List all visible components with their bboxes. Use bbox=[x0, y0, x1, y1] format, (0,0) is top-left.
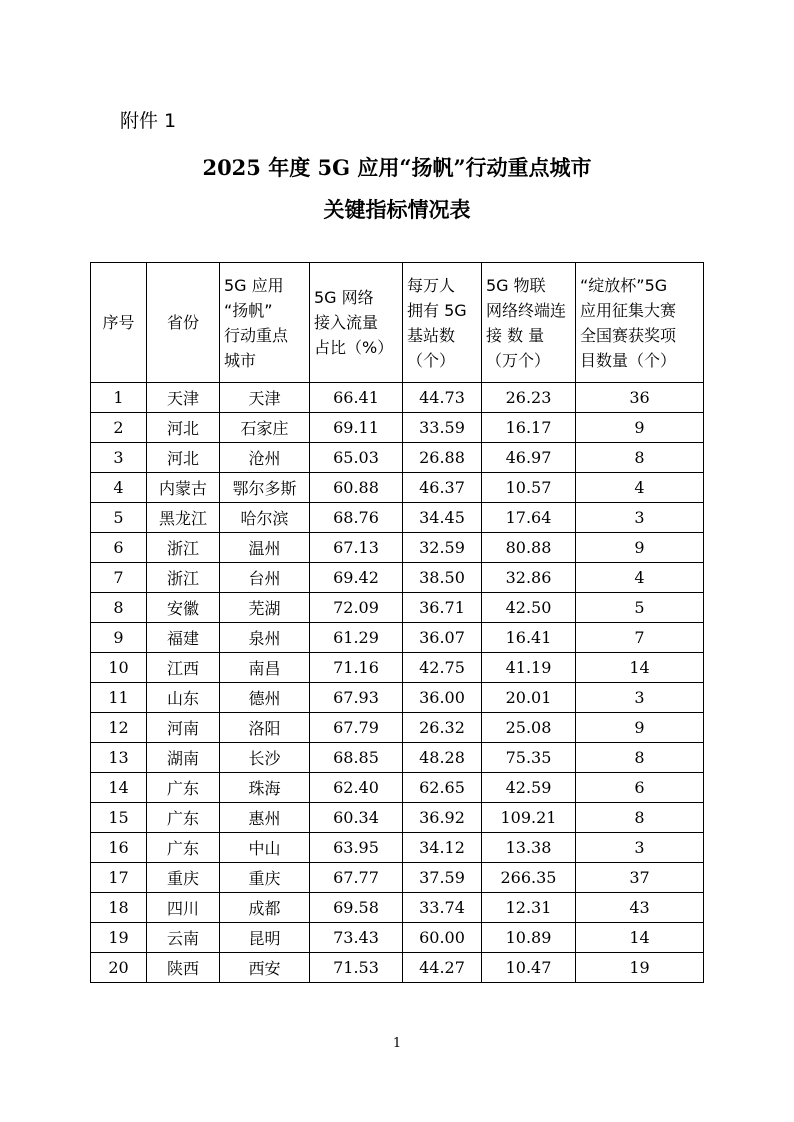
cell-traffic-share: 62.40 bbox=[310, 773, 403, 803]
cell-award-count: 3 bbox=[576, 503, 704, 533]
cell-province: 浙江 bbox=[147, 563, 220, 593]
table-row bbox=[91, 803, 704, 833]
table-row bbox=[91, 533, 704, 563]
cell-base-stations: 44.27 bbox=[403, 953, 482, 983]
cell-serial-number: 20 bbox=[91, 953, 147, 983]
table-row bbox=[91, 833, 704, 863]
cell-province: 湖南 bbox=[147, 743, 220, 773]
cell-base-stations: 36.07 bbox=[403, 623, 482, 653]
cell-serial-number: 12 bbox=[91, 713, 147, 743]
cell-iot-connections: 109.21 bbox=[482, 803, 576, 833]
header-line: 接入流量 bbox=[314, 313, 379, 332]
cell-award-count: 9 bbox=[576, 533, 704, 563]
cell-award-count: 8 bbox=[576, 743, 704, 773]
cell-serial-number: 8 bbox=[91, 593, 147, 623]
cell-iot-connections: 13.38 bbox=[482, 833, 576, 863]
cell-serial-number: 4 bbox=[91, 473, 147, 503]
cell-serial-number: 11 bbox=[91, 683, 147, 713]
cell-city: 中山 bbox=[220, 833, 310, 863]
cell-city: 温州 bbox=[220, 533, 310, 563]
cell-base-stations: 36.00 bbox=[403, 683, 482, 713]
cell-award-count: 14 bbox=[576, 653, 704, 683]
header-line: 行动重点 bbox=[224, 325, 289, 345]
header-5g-base-stations bbox=[403, 263, 482, 383]
cell-iot-connections: 10.47 bbox=[482, 953, 576, 983]
header-line: 5G 应用 bbox=[224, 275, 284, 295]
cell-base-stations: 62.65 bbox=[403, 773, 482, 803]
cell-award-count: 5 bbox=[576, 593, 704, 623]
header-line: （万个） bbox=[486, 350, 551, 370]
cell-base-stations: 44.73 bbox=[403, 383, 482, 413]
cell-base-stations: 36.92 bbox=[403, 803, 482, 833]
cell-iot-connections: 16.41 bbox=[482, 623, 576, 653]
table-row bbox=[91, 413, 704, 443]
cell-province: 天津 bbox=[147, 383, 220, 413]
header-serial-number bbox=[91, 263, 147, 383]
header-5g-iot-connections bbox=[482, 263, 576, 383]
header-line: 目数量（个） bbox=[580, 350, 677, 370]
header-key-city bbox=[220, 263, 310, 383]
cell-city: 德州 bbox=[220, 683, 310, 713]
attachment-label: 附件 1 bbox=[120, 110, 177, 132]
cell-base-stations: 36.71 bbox=[403, 593, 482, 623]
table-row bbox=[91, 923, 704, 953]
cell-traffic-share: 69.42 bbox=[310, 563, 403, 593]
table-row bbox=[91, 683, 704, 713]
cell-province: 河北 bbox=[147, 413, 220, 443]
cell-award-count: 7 bbox=[576, 623, 704, 653]
cell-award-count: 36 bbox=[576, 383, 704, 413]
cell-base-stations: 33.74 bbox=[403, 893, 482, 923]
cell-award-count: 37 bbox=[576, 863, 704, 893]
header-line: 基站数 bbox=[407, 325, 456, 345]
cell-base-stations: 60.00 bbox=[403, 923, 482, 953]
header-5g-traffic-share bbox=[310, 263, 403, 383]
table-row bbox=[91, 473, 704, 503]
cell-serial-number: 17 bbox=[91, 863, 147, 893]
cell-province: 广东 bbox=[147, 833, 220, 863]
cell-iot-connections: 17.64 bbox=[482, 503, 576, 533]
cell-province: 四川 bbox=[147, 893, 220, 923]
cell-serial-number: 14 bbox=[91, 773, 147, 803]
table-row bbox=[91, 773, 704, 803]
cell-province: 重庆 bbox=[147, 863, 220, 893]
page-number: 1 bbox=[392, 1036, 402, 1051]
cell-iot-connections: 12.31 bbox=[482, 893, 576, 923]
cell-traffic-share: 73.43 bbox=[310, 923, 403, 953]
cell-city: 重庆 bbox=[220, 863, 310, 893]
cell-province: 安徽 bbox=[147, 593, 220, 623]
table-row bbox=[91, 953, 704, 983]
cell-province: 黑龙江 bbox=[147, 503, 220, 533]
cell-base-stations: 46.37 bbox=[403, 473, 482, 503]
cell-serial-number: 10 bbox=[91, 653, 147, 683]
cell-traffic-share: 67.79 bbox=[310, 713, 403, 743]
cell-traffic-share: 60.88 bbox=[310, 473, 403, 503]
cell-traffic-share: 66.41 bbox=[310, 383, 403, 413]
cell-traffic-share: 71.16 bbox=[310, 653, 403, 683]
cell-award-count: 43 bbox=[576, 893, 704, 923]
cell-iot-connections: 46.97 bbox=[482, 443, 576, 473]
cell-award-count: 14 bbox=[576, 923, 704, 953]
cell-city: 南昌 bbox=[220, 653, 310, 683]
cell-province: 福建 bbox=[147, 623, 220, 653]
cell-base-stations: 32.59 bbox=[403, 533, 482, 563]
header-line: “绽放杯”5G bbox=[580, 275, 668, 295]
table-header-row bbox=[91, 263, 704, 383]
cell-iot-connections: 42.59 bbox=[482, 773, 576, 803]
cell-base-stations: 34.45 bbox=[403, 503, 482, 533]
cell-province: 山东 bbox=[147, 683, 220, 713]
cell-iot-connections: 25.08 bbox=[482, 713, 576, 743]
cell-traffic-share: 61.29 bbox=[310, 623, 403, 653]
table-row bbox=[91, 593, 704, 623]
table-row bbox=[91, 743, 704, 773]
header-line: 接 数 量 bbox=[486, 325, 545, 345]
cell-serial-number: 16 bbox=[91, 833, 147, 863]
cell-iot-connections: 16.17 bbox=[482, 413, 576, 443]
cell-iot-connections: 75.35 bbox=[482, 743, 576, 773]
cell-base-stations: 33.59 bbox=[403, 413, 482, 443]
cell-province: 广东 bbox=[147, 803, 220, 833]
header-line: 全国赛获奖项 bbox=[580, 325, 677, 345]
document-title-line-2: 关键指标情况表 bbox=[323, 197, 471, 222]
cell-award-count: 9 bbox=[576, 413, 704, 443]
cell-city: 西安 bbox=[220, 953, 310, 983]
cell-serial-number: 5 bbox=[91, 503, 147, 533]
cell-traffic-share: 68.76 bbox=[310, 503, 403, 533]
cell-award-count: 8 bbox=[576, 443, 704, 473]
header-line: 应用征集大赛 bbox=[580, 300, 677, 320]
table-row bbox=[91, 383, 704, 413]
cell-traffic-share: 69.58 bbox=[310, 893, 403, 923]
key-indicators-table bbox=[90, 262, 704, 983]
cell-traffic-share: 72.09 bbox=[310, 593, 403, 623]
cell-province: 河南 bbox=[147, 713, 220, 743]
table-row bbox=[91, 623, 704, 653]
header-line: 5G 物联 bbox=[486, 275, 546, 295]
cell-iot-connections: 26.23 bbox=[482, 383, 576, 413]
cell-traffic-share: 67.13 bbox=[310, 533, 403, 563]
cell-city: 长沙 bbox=[220, 743, 310, 773]
cell-serial-number: 1 bbox=[91, 383, 147, 413]
cell-serial-number: 15 bbox=[91, 803, 147, 833]
cell-province: 云南 bbox=[147, 923, 220, 953]
cell-city: 昆明 bbox=[220, 923, 310, 953]
header-line: 每万人 bbox=[407, 275, 456, 295]
cell-city: 芜湖 bbox=[220, 593, 310, 623]
cell-traffic-share: 67.77 bbox=[310, 863, 403, 893]
cell-province: 内蒙古 bbox=[147, 473, 220, 503]
cell-base-stations: 37.59 bbox=[403, 863, 482, 893]
cell-base-stations: 26.32 bbox=[403, 713, 482, 743]
table-row bbox=[91, 863, 704, 893]
cell-traffic-share: 69.11 bbox=[310, 413, 403, 443]
cell-serial-number: 6 bbox=[91, 533, 147, 563]
header-line: 城市 bbox=[224, 350, 257, 370]
cell-base-stations: 34.12 bbox=[403, 833, 482, 863]
table-body bbox=[91, 383, 704, 983]
table-row bbox=[91, 563, 704, 593]
cell-traffic-share: 71.53 bbox=[310, 953, 403, 983]
cell-province: 陕西 bbox=[147, 953, 220, 983]
cell-traffic-share: 67.93 bbox=[310, 683, 403, 713]
cell-city: 哈尔滨 bbox=[220, 503, 310, 533]
cell-traffic-share: 68.85 bbox=[310, 743, 403, 773]
cell-serial-number: 19 bbox=[91, 923, 147, 953]
table-row bbox=[91, 443, 704, 473]
cell-award-count: 9 bbox=[576, 713, 704, 743]
cell-serial-number: 18 bbox=[91, 893, 147, 923]
cell-serial-number: 7 bbox=[91, 563, 147, 593]
cell-city: 成都 bbox=[220, 893, 310, 923]
cell-serial-number: 9 bbox=[91, 623, 147, 653]
cell-iot-connections: 20.01 bbox=[482, 683, 576, 713]
cell-traffic-share: 60.34 bbox=[310, 803, 403, 833]
cell-award-count: 19 bbox=[576, 953, 704, 983]
cell-award-count: 6 bbox=[576, 773, 704, 803]
cell-province: 江西 bbox=[147, 653, 220, 683]
cell-serial-number: 3 bbox=[91, 443, 147, 473]
header-line: “扬帆” bbox=[224, 300, 273, 320]
cell-iot-connections: 266.35 bbox=[482, 863, 576, 893]
header-line: 省份 bbox=[166, 313, 199, 332]
table-row bbox=[91, 893, 704, 923]
cell-traffic-share: 65.03 bbox=[310, 443, 403, 473]
header-line: 占比（%） bbox=[314, 338, 394, 357]
cell-base-stations: 48.28 bbox=[403, 743, 482, 773]
cell-city: 洛阳 bbox=[220, 713, 310, 743]
header-line: 网络终端连 bbox=[486, 300, 567, 320]
cell-province: 广东 bbox=[147, 773, 220, 803]
header-line: 序号 bbox=[102, 313, 135, 332]
cell-province: 河北 bbox=[147, 443, 220, 473]
cell-iot-connections: 80.88 bbox=[482, 533, 576, 563]
cell-iot-connections: 32.86 bbox=[482, 563, 576, 593]
cell-province: 浙江 bbox=[147, 533, 220, 563]
cell-city: 珠海 bbox=[220, 773, 310, 803]
cell-city: 沧州 bbox=[220, 443, 310, 473]
document-title-line-1: 2025 年度 5G 应用“扬帆”行动重点城市 bbox=[202, 155, 592, 180]
cell-city: 鄂尔多斯 bbox=[220, 473, 310, 503]
cell-iot-connections: 42.50 bbox=[482, 593, 576, 623]
cell-city: 惠州 bbox=[220, 803, 310, 833]
cell-iot-connections: 10.89 bbox=[482, 923, 576, 953]
cell-award-count: 4 bbox=[576, 563, 704, 593]
header-line: （个） bbox=[407, 350, 456, 370]
cell-traffic-share: 63.95 bbox=[310, 833, 403, 863]
cell-city: 石家庄 bbox=[220, 413, 310, 443]
header-province bbox=[147, 263, 220, 383]
header-bloom-cup-awards bbox=[576, 263, 704, 383]
cell-iot-connections: 41.19 bbox=[482, 653, 576, 683]
cell-base-stations: 42.75 bbox=[403, 653, 482, 683]
cell-base-stations: 26.88 bbox=[403, 443, 482, 473]
cell-award-count: 3 bbox=[576, 683, 704, 713]
cell-award-count: 4 bbox=[576, 473, 704, 503]
cell-city: 天津 bbox=[220, 383, 310, 413]
table-row bbox=[91, 713, 704, 743]
header-line: 拥有 5G bbox=[407, 300, 467, 320]
cell-serial-number: 2 bbox=[91, 413, 147, 443]
header-line: 5G 网络 bbox=[314, 288, 374, 307]
cell-iot-connections: 10.57 bbox=[482, 473, 576, 503]
cell-city: 台州 bbox=[220, 563, 310, 593]
cell-city: 泉州 bbox=[220, 623, 310, 653]
cell-serial-number: 13 bbox=[91, 743, 147, 773]
cell-base-stations: 38.50 bbox=[403, 563, 482, 593]
table-row bbox=[91, 503, 704, 533]
cell-award-count: 8 bbox=[576, 803, 704, 833]
cell-award-count: 3 bbox=[576, 833, 704, 863]
table-row bbox=[91, 653, 704, 683]
